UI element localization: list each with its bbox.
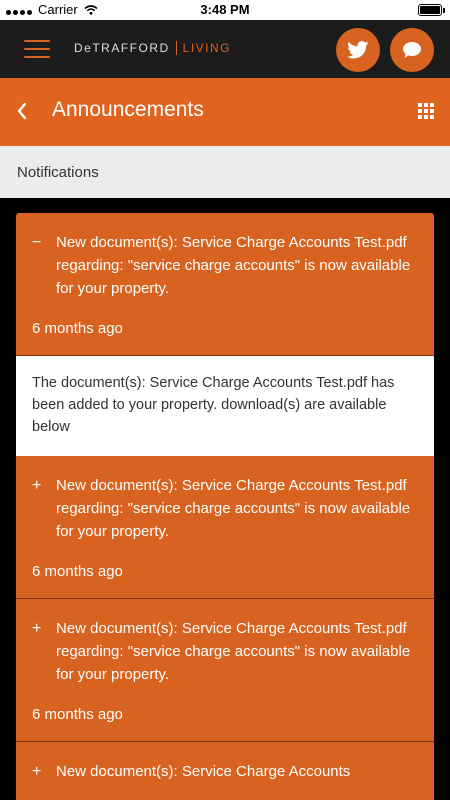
logo xyxy=(74,41,231,55)
page-title: Announcements xyxy=(52,98,204,121)
logo-living: LIVING xyxy=(182,41,232,55)
notification-time: 6 months ago xyxy=(32,706,123,723)
notification-item[interactable] xyxy=(16,599,434,742)
notification-message: New document(s): Service Charge Accounts xyxy=(56,763,351,780)
grid-icon[interactable] xyxy=(418,103,434,119)
carrier-label: Carrier xyxy=(38,2,78,17)
notification-item[interactable] xyxy=(16,456,434,599)
back-chevron-icon[interactable] xyxy=(14,100,30,122)
notification-detail: The document(s): Service Charge Accounts Test.pdf has been added to your property. download(s) are available below xyxy=(16,356,434,456)
twitter-icon xyxy=(347,41,369,59)
chat-button[interactable] xyxy=(390,28,434,72)
collapse-icon[interactable]: − xyxy=(32,234,42,251)
notification-list xyxy=(16,213,434,800)
title-bar xyxy=(0,78,450,146)
notification-item[interactable] xyxy=(16,213,434,356)
menu-icon[interactable] xyxy=(24,40,50,58)
notification-message: New document(s): Service Charge Accounts Test.pdf regarding: "service charge accounts" is now available for your property. xyxy=(56,234,411,297)
twitter-button[interactable] xyxy=(336,28,380,72)
status-time: 3:48 PM xyxy=(200,2,250,17)
app-bar xyxy=(0,20,450,78)
notification-time: 6 months ago xyxy=(32,563,123,580)
notifications-header: Notifications xyxy=(0,146,450,198)
wifi-icon xyxy=(84,5,98,15)
notification-message: New document(s): Service Charge Accounts Test.pdf regarding: "service charge accounts" is now available for your property. xyxy=(56,620,411,683)
notification-message: New document(s): Service Charge Accounts Test.pdf regarding: "service charge accounts" is now available for your property. xyxy=(56,477,411,540)
expand-icon[interactable]: + xyxy=(32,477,42,494)
logo-brand: DeTRAFFORD xyxy=(74,41,170,55)
chat-bubble-icon xyxy=(402,41,422,59)
logo-divider xyxy=(176,41,177,55)
signal-icon xyxy=(6,5,32,15)
notification-time: 6 months ago xyxy=(32,320,123,337)
battery-icon xyxy=(418,4,442,16)
expand-icon[interactable]: + xyxy=(32,763,42,780)
status-bar xyxy=(0,0,450,20)
notification-item[interactable] xyxy=(16,742,434,800)
expand-icon[interactable]: + xyxy=(32,620,42,637)
